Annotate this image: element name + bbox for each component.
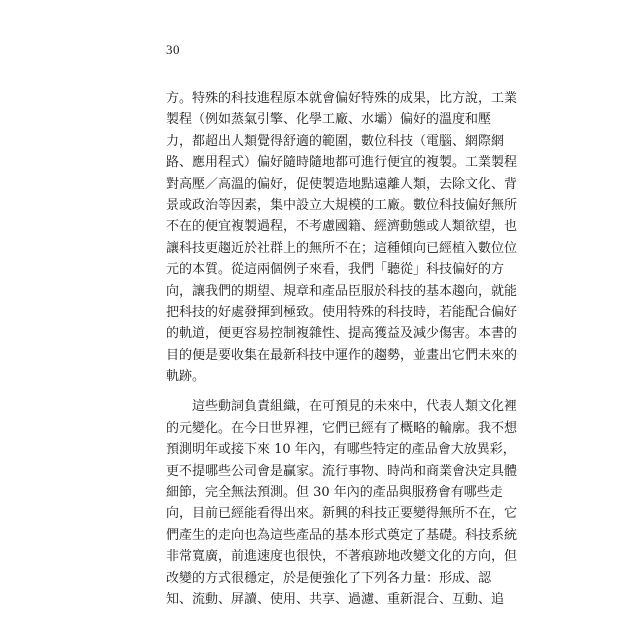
text-line: 製程（例如蒸氣引擎、化學工廠、水壩）偏好的溫度和壓 (166, 112, 492, 128)
text-line: 景或政治等因素，集中設立大規模的工廠。數位科技偏好無所 (166, 197, 518, 213)
text-line: 不在的便宜複製過程，不考慮國籍、經濟動態或人類欲望，也 (166, 219, 518, 235)
text-line: 改變的方式很穩定，於是便強化了下列各力量：形成、認 (166, 570, 492, 586)
text-line: 路、應用程式）偏好隨時隨地都可進行便宜的複製。工業製程 (166, 155, 518, 171)
page-number: 30 (166, 42, 180, 57)
text-line: 力，都超出人類覺得舒適的範圍，數位科技（電腦、網際網 (166, 133, 505, 149)
text-line: 們產生的走向也為這些產品的基本形式奠定了基礎。科技系統 (166, 527, 518, 543)
text-line: 非常寬廣，前進速度也很快，不著痕跡地改變文化的方向，但 (166, 549, 518, 565)
text-line: 的軌道，便更容易控制複雜性、提高獲益及減少傷害。本書的 (166, 326, 518, 342)
text-line: 的元變化。在今日世界裡，它們已經有了概略的輪廓。我不想 (166, 420, 518, 436)
text-line: 元的本質。從這兩個例子來看，我們「聽從」科技偏好的方 (166, 262, 505, 278)
text-line: 把科技的好處發揮到極致。使用特殊的科技時，若能配合偏好 (166, 304, 518, 320)
text-line: 這些動詞負責組織，在可預見的未來中，代表人類文化裡 (192, 399, 518, 415)
text-line: 讓科技更趨近於社群上的無所不在；這種傾向已經植入數位位 (166, 240, 518, 256)
text-line: 預測明年或接下來 10 年內，有哪些特定的產品會大放異彩， (166, 442, 516, 458)
text-line: 方。特殊的科技進程原本就會偏好特殊的成果，比方說，工業 (166, 91, 518, 106)
text-line: 向，目前已經能看得出來。新興的科技正要變得無所不在，它 (166, 506, 518, 522)
text-line: 更不提哪些公司會是贏家。流行事物、時尚和商業會決定具體 (166, 463, 518, 479)
paragraph-gap (166, 387, 476, 396)
text-line: 軌跡。 (166, 369, 206, 385)
paragraph-2 (166, 396, 518, 610)
paragraph-1 (166, 88, 518, 387)
text-line: 對高壓／高溫的偏好，促使製造地點遠離人類，去除文化、背 (166, 176, 518, 192)
text-line: 知、流動、屏讀、使用、共享、過濾、重新混合、互動、追 (166, 591, 505, 607)
text-line: 向，讓我們的期望、規章和產品臣服於科技的基本趨向，就能 (166, 283, 518, 299)
text-line: 細節，完全無法預測。但 30 年內的產品與服務會有哪些走 (166, 485, 503, 501)
text-line: 目的便是要收集在最新科技中運作的趨勢，並畫出它們未來的 (166, 347, 518, 363)
body-text (166, 88, 518, 610)
